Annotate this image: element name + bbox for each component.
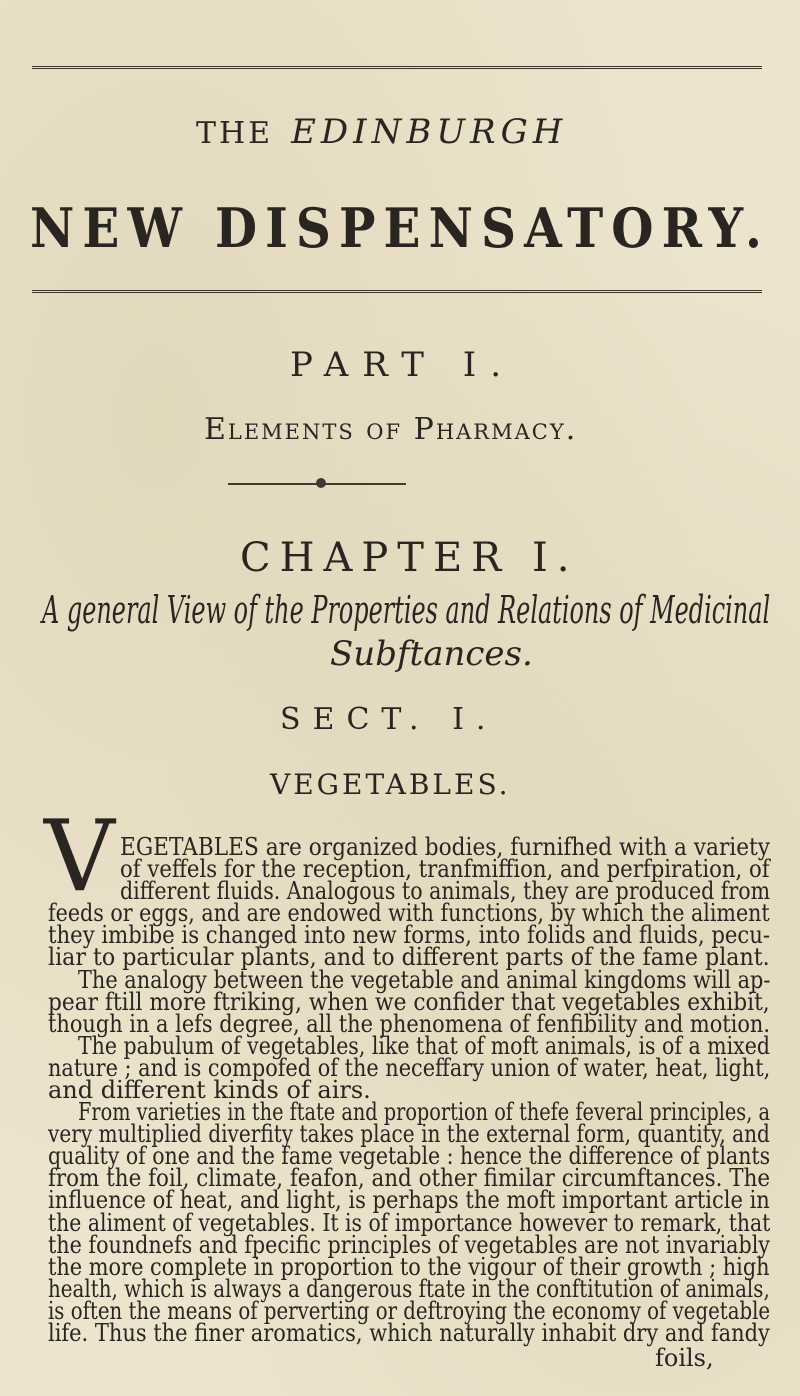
section-label: SECT. I. [280,702,498,737]
body-line: from the foil, climate, feafon, and other fimilar circumftances. The [48,1164,771,1193]
body-line: feeds or eggs, and are endowed with functions, by which the aliment [48,899,770,928]
book-title: NEW DISPENSATORY. [30,196,770,260]
body-line: and different kinds of airs. [48,1076,371,1104]
body-line: From varieties in the ftate and proportion of thefe feveral principles, a [78,1098,770,1127]
divider-ornament [316,478,326,488]
body-line: different fluids. Analogous to animals, they are produced from [120,877,771,906]
running-title [196,112,567,152]
body-line: is often the means of perverting or deftroying the economy of vegetable [48,1296,771,1325]
part-label: PART I. [290,345,516,385]
body-line: pear ftill more ftriking, when we confider that vegetables exhibit, [48,987,770,1016]
title-rule [32,290,762,293]
body-line: influence of heat, and light, is perhaps the moft important article in [48,1186,770,1215]
body-line: though in a lefs degree, all the phenomena of fenfibility and motion. [48,1009,770,1038]
body-line: they imbibe is changed into new forms, into folids and fluids, pecu- [48,921,771,950]
body-line: of veffels for the reception, tranfmiffion, and perfpiration, of [120,855,770,884]
drop-capital: V [44,800,115,914]
chapter-subtitle-line2: Subftances. [330,634,533,674]
top-rule [32,66,762,69]
section-heading: VEGETABLES. [270,768,511,801]
title-the: THE [196,116,274,151]
body-line: health, which is always a dangerous ftate in the conftitution of animals, [48,1274,770,1303]
body-line: the more complete in proportion to the vigour of their growth ; high [48,1252,770,1281]
body-line: liar to particular plants, and to different parts of the fame plant. [48,943,770,972]
body-line: The analogy between the vegetable and animal kingdoms will ap- [78,965,771,994]
title-edinburgh: EDINBURGH [291,112,568,152]
body-line: very multiplied diverfity takes place in the external form, quantity, and [48,1120,770,1149]
body-line: the foundnefs and fpecific principles of vegetables are not invariably [48,1230,770,1259]
body-line: The pabulum of vegetables, like that of moft animals, is of a mixed [78,1031,770,1060]
body-line: nature ; and is compofed of the neceffary union of water, heat, light, [48,1053,771,1082]
catchword: foils, [655,1344,714,1373]
body-line: the aliment of vegetables. It is of importance however to remark, that [48,1208,771,1237]
body-line: life. Thus the finer aromatics, which naturally inhabit dry and fandy [48,1319,770,1347]
chapter-subtitle-line1: A general View of the Properties and Relations of Medicinal [42,588,771,632]
body-line: quality of one and the fame vegetable : hence the difference of plants [48,1142,771,1171]
part-subtitle: Elements of Pharmacy. [204,412,578,447]
body-line: EGETABLES are organized bodies, furnifhed with a variety [120,833,770,861]
chapter-label: CHAPTER I. [240,535,579,581]
